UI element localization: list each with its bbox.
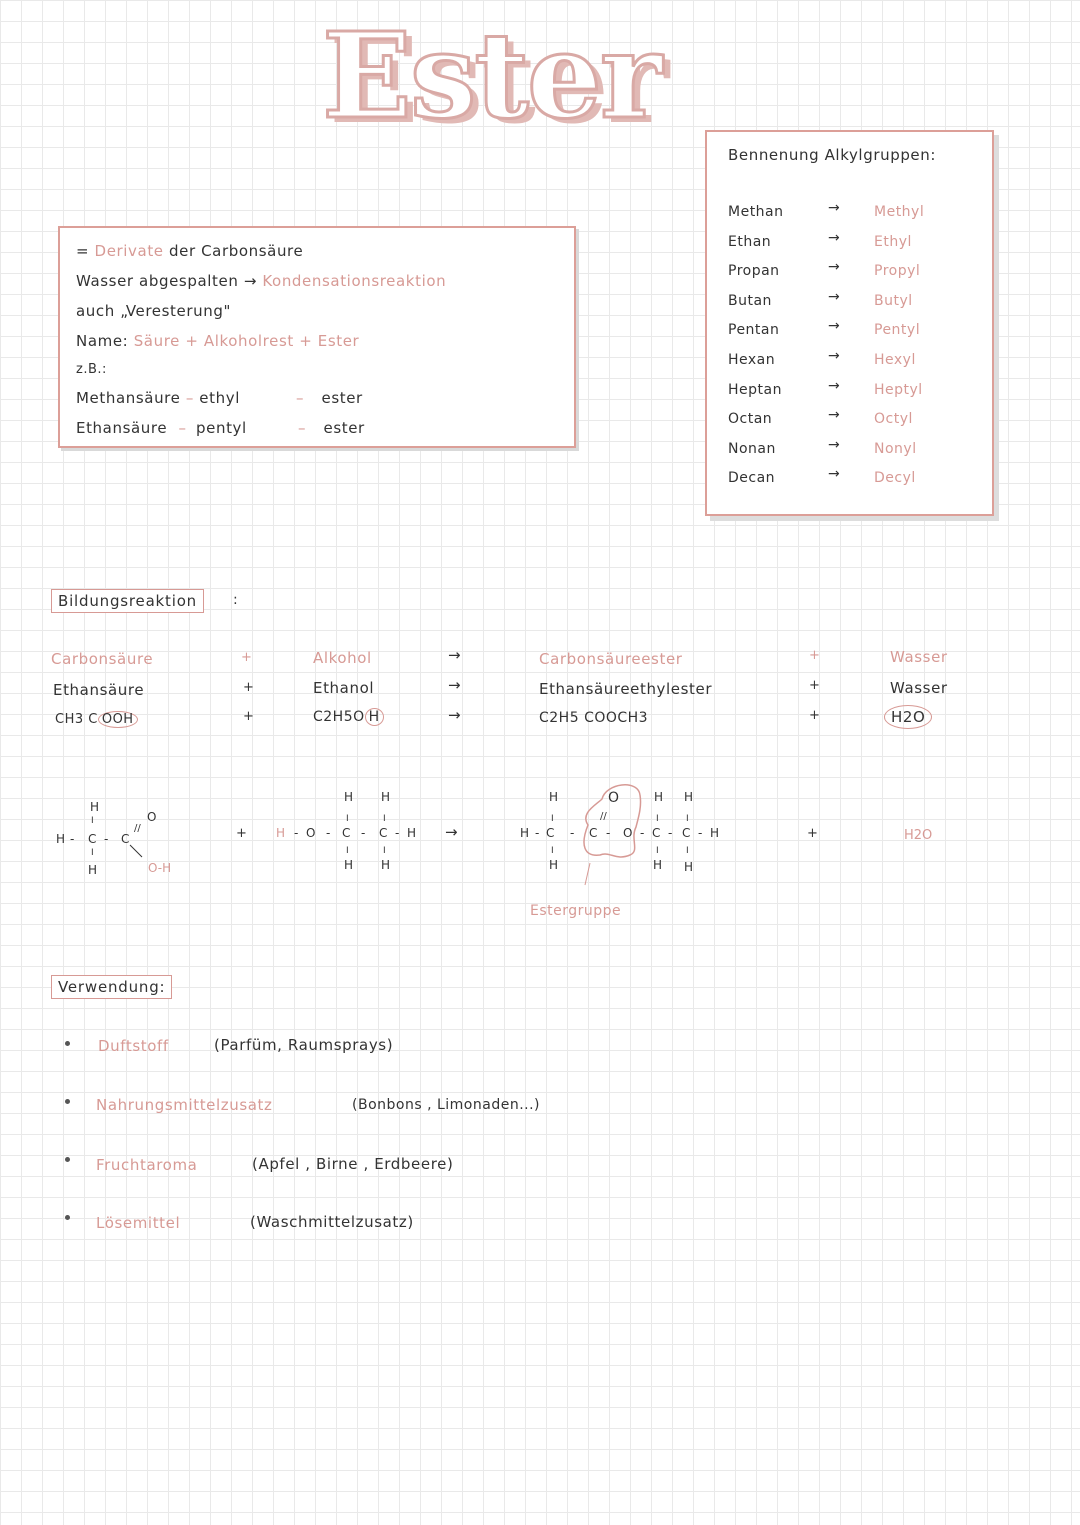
bond-line: [130, 845, 142, 857]
example-1: Methansäure – ethyl: [76, 389, 240, 407]
plus-sign: +: [236, 826, 247, 841]
arrow-icon: →: [828, 200, 841, 216]
atom-o: O: [306, 826, 316, 840]
atom-c: C: [546, 826, 555, 840]
alkyl-name: Decyl: [874, 470, 916, 486]
arrow-icon: →: [828, 230, 841, 246]
usage-detail: (Waschmittelzusatz): [250, 1213, 414, 1231]
bond: -: [104, 832, 109, 846]
bond: I: [383, 814, 386, 824]
bond: I: [346, 846, 349, 856]
highlight-circle: OOH: [98, 711, 138, 728]
bond: -: [535, 826, 540, 840]
alkane-name: Propan: [728, 263, 780, 279]
row3-ester-formula: C2H5 COOCH3: [539, 710, 649, 726]
atom-h: H: [344, 790, 354, 804]
definition-line-1: = Derivate der Carbonsäure: [76, 242, 304, 260]
row2-plus-2: +: [809, 678, 821, 693]
arrow-icon: →: [828, 289, 841, 305]
arrow-icon: →: [243, 272, 257, 290]
row3-plus: +: [243, 709, 255, 724]
water-structure: H2O: [904, 828, 933, 843]
alkyl-name: Butyl: [874, 293, 913, 309]
bond: I: [686, 846, 689, 856]
alkane-name: Nonan: [728, 441, 776, 457]
alkane-name: Hexan: [728, 352, 776, 368]
bond: I: [551, 846, 554, 856]
row2-alcohol: Ethanol: [313, 679, 375, 697]
condensation-term: Kondensationsreaktion: [262, 272, 447, 290]
arrow-icon: →: [828, 437, 841, 453]
definition-line-5: z.B.:: [76, 362, 107, 377]
alkyl-name: Hexyl: [874, 352, 916, 368]
arrow-icon: →: [828, 318, 841, 334]
atom-h: H: [381, 858, 391, 872]
alkane-name: Ethan: [728, 234, 772, 250]
atom-h: H: [90, 800, 100, 814]
row1-ester: Carbonsäureester: [539, 650, 683, 668]
alkane-name: Decan: [728, 470, 776, 486]
atom-h: H: [56, 832, 66, 846]
alkane-name: Octan: [728, 411, 773, 427]
atom-c: C: [121, 832, 130, 846]
bond: I: [656, 814, 659, 824]
row2-acid: Ethansäure: [53, 681, 145, 699]
bond: -: [640, 826, 645, 840]
atom-h: H: [654, 790, 664, 804]
bond: I: [91, 816, 94, 826]
reaction-arrow: →: [445, 823, 458, 841]
bond: I: [686, 814, 689, 824]
reaction-heading-colon: :: [233, 592, 239, 608]
atom-h: H: [549, 790, 559, 804]
row2-plus: +: [243, 680, 255, 695]
atom-o: O: [623, 826, 633, 840]
structural-formulas: [40, 775, 940, 925]
bullet: [65, 1157, 70, 1162]
bond: I: [91, 848, 94, 858]
atom-h: H: [684, 860, 694, 874]
bond: -: [326, 826, 331, 840]
definition-line-4: Name: Säure + Alkoholrest + Ester: [76, 332, 360, 350]
row3-acid-formula: CH3 C OOH: [55, 711, 138, 728]
arrow-icon: →: [828, 407, 841, 423]
atom-h-pink: H: [276, 826, 286, 840]
highlight-circle: H: [365, 708, 384, 726]
atom-c: C: [682, 826, 691, 840]
atom-c: C: [379, 826, 388, 840]
alkane-name: Heptan: [728, 382, 782, 398]
example-1-suffix: – ester: [296, 389, 363, 407]
atom-c: C: [652, 826, 661, 840]
row3-plus-2: +: [809, 708, 821, 723]
ester-group-label: Estergruppe: [530, 903, 622, 919]
bond: I: [656, 846, 659, 856]
usage-term: Fruchtaroma: [96, 1156, 198, 1174]
usage-detail: (Bonbons , Limonaden...): [352, 1097, 541, 1113]
arrow-icon: →: [828, 466, 841, 482]
alkyl-name: Methyl: [874, 204, 925, 220]
atom-h: H: [549, 858, 559, 872]
alkyl-name: Ethyl: [874, 234, 912, 250]
bond: -: [668, 826, 673, 840]
alkyl-name: Octyl: [874, 411, 913, 427]
row1-acid: Carbonsäure: [51, 650, 154, 668]
row2-ester: Ethansäureethylester: [539, 680, 713, 698]
usage-detail: (Apfel , Birne , Erdbeere): [252, 1155, 454, 1173]
plus-sign: +: [807, 826, 818, 841]
definition-line-3: auch „Veresterung": [76, 302, 231, 320]
alkane-name: Butan: [728, 293, 772, 309]
bond: -: [698, 826, 703, 840]
bond: -: [570, 826, 575, 840]
atom-c: C: [88, 832, 97, 846]
bond-double: //: [600, 811, 607, 822]
arrow-icon: →: [828, 348, 841, 364]
row2-arrow: →: [448, 676, 462, 694]
bond: -: [70, 832, 75, 846]
alkyl-heading: Bennenung Alkylgruppen:: [728, 146, 937, 164]
atom-o: O: [147, 810, 157, 824]
atom-h: H: [407, 826, 417, 840]
atom-h: H: [684, 790, 694, 804]
arrow-icon: →: [828, 378, 841, 394]
example-2: Ethansäure – pentyl: [76, 419, 247, 437]
atom-h: H: [88, 863, 98, 877]
atom-c: C: [589, 826, 598, 840]
atom-h: H: [381, 790, 391, 804]
usage-heading: Verwendung:: [51, 975, 172, 999]
atom-h: H: [520, 826, 530, 840]
alkyl-name: Nonyl: [874, 441, 917, 457]
bond: I: [551, 814, 554, 824]
group-oh: O-H: [148, 861, 172, 875]
alkyl-name: Pentyl: [874, 322, 921, 338]
row1-alcohol: Alkohol: [313, 649, 372, 667]
atom-h: H: [653, 858, 663, 872]
row1-plus-2: +: [809, 648, 821, 663]
bond: -: [395, 826, 400, 840]
row3-water-formula: H2O: [884, 705, 932, 729]
row1-plus: +: [241, 650, 253, 665]
atom-o: O: [608, 790, 620, 806]
atom-h: H: [344, 858, 354, 872]
atom-h: H: [710, 826, 720, 840]
usage-term: Nahrungsmittelzusatz: [96, 1096, 273, 1114]
example-2-suffix: – ester: [298, 419, 365, 437]
row2-water: Wasser: [890, 679, 948, 697]
bond: I: [383, 846, 386, 856]
bullet: [65, 1215, 70, 1220]
bond: -: [294, 826, 299, 840]
atom-c: C: [342, 826, 351, 840]
row3-arrow: →: [448, 706, 462, 724]
bond-double: //: [134, 823, 141, 834]
usage-term: Duftstoff: [98, 1037, 169, 1055]
bullet: [65, 1041, 70, 1046]
alkane-name: Pentan: [728, 322, 780, 338]
row3-alcohol-formula: C2H5O H: [313, 708, 384, 726]
row1-arrow: →: [448, 646, 462, 664]
alkane-name: Methan: [728, 204, 784, 220]
bond: -: [361, 826, 366, 840]
usage-detail: (Parfüm, Raumsprays): [214, 1036, 394, 1054]
alkyl-name: Propyl: [874, 263, 921, 279]
label-pointer: [585, 863, 590, 885]
bond: -: [606, 826, 611, 840]
bullet: [65, 1099, 70, 1104]
reaction-heading: Bildungsreaktion: [51, 589, 204, 613]
definition-line-2: Wasser abgespalten → Kondensationsreaktion: [76, 272, 447, 290]
usage-term: Lösemittel: [96, 1214, 181, 1232]
alkyl-name: Heptyl: [874, 382, 923, 398]
derivate-term: Derivate: [94, 242, 164, 260]
bond: I: [346, 814, 349, 824]
row1-water: Wasser: [890, 648, 948, 666]
arrow-icon: →: [828, 259, 841, 275]
page-title: Ester: [322, 6, 661, 145]
